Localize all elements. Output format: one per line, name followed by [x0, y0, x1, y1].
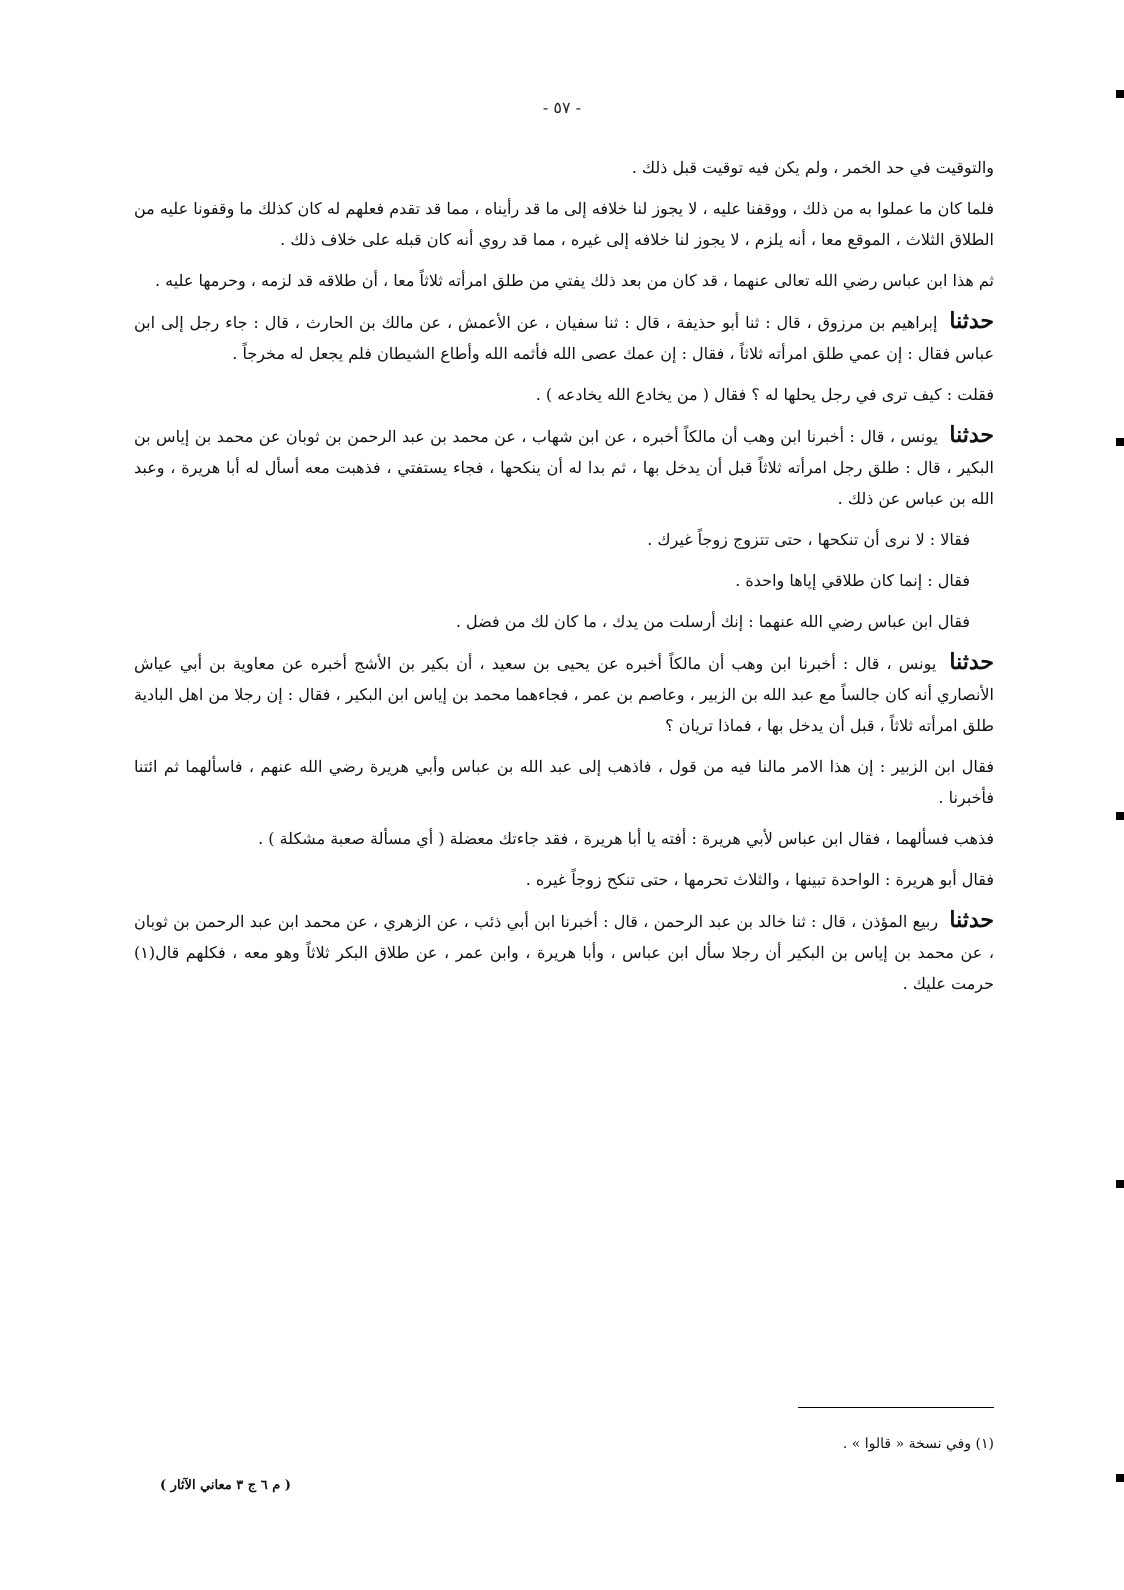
- paragraph-text: ربيع المؤذن ، قال : ثنا خالد بن عبد الرحمن ، قال : أخبرنا ابن أبي ذئب ، عن الزهري ، عن محمد ابن عبد الرحمن بن ثوبان ، عن محمد بن إياس بن البكير أن رجلا سأل ابن عباس ، وأبا هريرة ، وابن عمر ، عن طلاق البكر ثلاثاً وهو معه ، فكلهم قال(١) حرمت عليك .: [134, 912, 994, 993]
- paragraph-text: فلما كان ما عملوا به من ذلك ، ووقفنا عليه ، لا يجوز لنا خلافه إلى ما قد رأيناه ، مما قد تقدم فعلهم له كان كذلك ما وقفونا عليه من الطلاق الثلاث ، الموقع معا ، أنه يلزم ، لا يجوز لنا خلافه إلى غيره ، مما قد روي أنه كان قبله على خلاف ذلك .: [134, 199, 994, 249]
- footnote-divider: [798, 1407, 994, 1408]
- paragraph: [134, 152, 994, 183]
- paragraph: [134, 823, 994, 854]
- paragraph: [134, 193, 994, 255]
- paragraph: [134, 864, 994, 895]
- paragraph-text: يونس ، قال : أخبرنا ابن وهب أن مالكاً أخبره ، عن ابن شهاب ، عن محمد بن عبد الرحمن بن ثوبان عن محمد بن إياس بن البكير ، قال : طلق رجل امرأته ثلاثاً قبل أن يدخل بها ، ثم بدا له أن ينكحها ، فجاء يستفتي ، فذهبت معه أسأل له أبا هريرة ، وعبد الله بن عباس عن ذلك .: [134, 427, 994, 508]
- hadith-opener: حدثنا: [949, 308, 994, 334]
- hadith-opener: حدثنا: [949, 907, 994, 933]
- scan-edge-mark: [1116, 438, 1124, 446]
- paragraph: [134, 265, 994, 296]
- hadith-paragraph: [134, 905, 994, 999]
- hadith-opener: حدثنا: [949, 649, 995, 675]
- hadith-opener: حدثنا: [949, 422, 994, 448]
- paragraph-text: فقالا : لا نرى أن تنكحها ، حتى تتزوج زوجاً غيرك .: [647, 530, 970, 549]
- paragraph: [134, 379, 994, 410]
- paragraph-text: فذهب فسألهما ، فقال ابن عباس لأبي هريرة : أفته يا أبا هريرة ، فقد جاءتك معضلة ( أي مسألة صعبة مشكلة ) .: [258, 829, 994, 848]
- scan-edge-mark: [1116, 1180, 1124, 1188]
- scan-edge-mark: [1116, 1474, 1124, 1482]
- paragraph-text: ثم هذا ابن عباس رضي الله تعالى عنهما ، قد كان من بعد ذلك يفتي من طلق امرأته ثلاثاً معا ، أن طلاقه قد لزمه ، وحرمها عليه .: [154, 271, 994, 290]
- page-number: - ٥٧ -: [542, 98, 582, 117]
- scan-edge-mark: [1116, 90, 1124, 98]
- paragraph-text: فقال أبو هريرة : الواحدة تبينها ، والثلاث تحرمها ، حتى تنكح زوجاً غيره .: [525, 870, 994, 889]
- hadith-paragraph: [134, 647, 994, 741]
- paragraph-text: إبراهيم بن مرزوق ، قال : ثنا أبو حذيفة ، قال : ثنا سفيان ، عن الأعمش ، عن مالك بن الحارث ، قال : جاء رجل إلى ابن عباس فقال : إن عمي طلق امرأته ثلاثاً ، فقال : إن عمك عصى الله فأثمه الله وأطاع الشيطان فلم يجعل له مخرجاً .: [134, 313, 994, 363]
- paragraph: [134, 751, 994, 813]
- paragraph-text: فقال ابن الزبير : إن هذا الامر مالنا فيه من قول ، فاذهب إلى عبد الله بن عباس وأبي هريرة رضي الله عنهم ، فاسألهما ثم ائتنا فأخبرنا .: [134, 757, 994, 807]
- paragraph-text: فقلت : كيف ترى في رجل يحلها له ؟ فقال ( من يخادع الله يخادعه ) .: [535, 385, 994, 404]
- footnote: (١) وفي نسخة « قالوا » .: [842, 1436, 994, 1452]
- body-text: [134, 152, 994, 999]
- scan-edge-mark: [1116, 812, 1124, 820]
- paragraph: [134, 524, 994, 555]
- hadith-paragraph: [134, 306, 994, 369]
- paragraph: [134, 565, 994, 596]
- paragraph-text: فقال : إنما كان طلاقي إياها واحدة .: [735, 571, 970, 590]
- paragraph: [134, 606, 994, 637]
- paragraph-text: فقال ابن عباس رضي الله عنهما : إنك أرسلت من يدك ، ما كان لك من فضل .: [455, 612, 970, 631]
- hadith-paragraph: [134, 420, 994, 514]
- paragraph-text: والتوقيت في حد الخمر ، ولم يكن فيه توقيت قبل ذلك .: [631, 158, 994, 177]
- printer-signature: ( م ٦ ج ٣ معاني الآثار ): [160, 1478, 291, 1493]
- paragraph-text: يونس ، قال : أخبرنا ابن وهب أن مالكاً أخبره عن يحيى بن سعيد ، أن بكير بن الأشج أخبره عن معاوية بن أبي عياش الأنصاري أنه كان جالساً مع عبد الله بن الزبير ، وعاصم بن عمر ، فجاءهما محمد بن إياس ابن البكير ، فقال : إن رجلا من اهل البادية طلق امرأته ثلاثاً ، قبل أن يدخل بها ، فماذا تريان ؟: [134, 654, 994, 735]
